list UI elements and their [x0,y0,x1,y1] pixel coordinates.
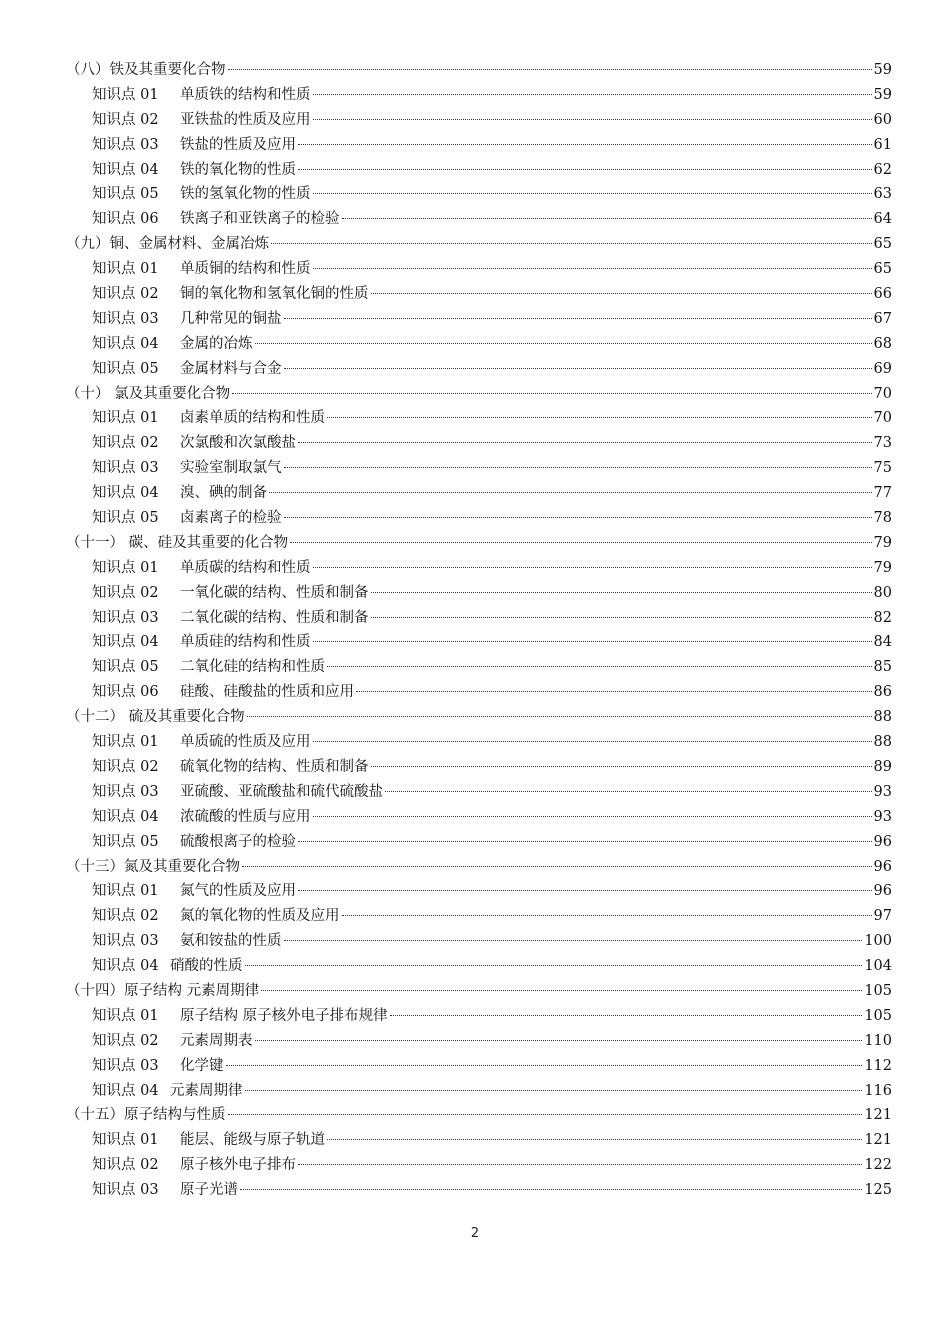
dot-leader [240,1189,862,1190]
toc-chapter-entry[interactable] [66,382,892,407]
toc-entry-label: 亚铁盐的性质及应用 [180,111,311,128]
toc-section-entry[interactable] [66,1128,892,1153]
toc-section-entry[interactable] [66,506,892,531]
toc-entry-label: 原子结构 原子核外电子排布规律 [180,1007,388,1024]
toc-section-number: 知识点 02 [92,908,159,925]
toc-section-number: 知识点 03 [92,609,159,626]
dot-leader [298,1164,862,1165]
toc-section-number: 知识点 02 [92,111,159,128]
toc-section-entry[interactable] [66,1054,892,1079]
toc-entry-label: 氨和铵盐的性质 [180,933,282,950]
toc-entry-title [66,58,226,83]
dot-leader [298,144,872,145]
toc-section-number: 知识点 02 [92,584,159,601]
toc-entry-label: 单质硫的性质及应用 [180,734,311,751]
dot-leader [371,617,872,618]
toc-entry-label: 单质铜的结构和性质 [180,261,311,278]
toc-section-entry[interactable] [66,730,892,755]
toc-section-entry[interactable] [66,431,892,456]
toc-chapter-entry[interactable] [66,979,892,1004]
toc-section-entry[interactable] [66,357,892,382]
toc-section-number: 知识点 01 [92,261,159,278]
toc-entry-title [66,232,269,257]
toc-entry-title [92,207,340,232]
toc-entry-title [92,282,369,307]
toc-section-number: 知识点 02 [92,1157,159,1174]
toc-entry-title [92,929,282,954]
toc-section-entry[interactable] [66,655,892,680]
toc-entry-label: 硫氧化物的结构、性质和制备 [180,758,369,775]
toc-section-number: 知识点 01 [92,734,159,751]
toc-page-number: 112 [864,1057,892,1074]
toc-entry-label: 二氧化碳的结构、性质和制备 [180,609,369,626]
dot-leader [284,318,872,319]
toc-entry-label: （九）铜、金属材料、金属冶炼 [66,236,269,253]
dot-leader [298,841,872,842]
toc-entry-label: 元素周期律 [170,1082,243,1099]
toc-section-number: 知识点 04 [92,335,159,352]
toc-page-number: 88 [873,734,892,751]
toc-entry-title [92,481,267,506]
dot-leader [313,816,872,817]
toc-section-entry[interactable] [66,406,892,431]
toc-entry-title [92,830,296,855]
toc-entry-label: （十四）原子结构 元素周期律 [66,982,260,999]
toc-section-number: 知识点 02 [92,1032,159,1049]
toc-entry-title [92,357,282,382]
toc-section-entry[interactable] [66,606,892,631]
toc-page-number: 100 [864,933,892,950]
dot-leader [342,915,872,916]
toc-section-entry[interactable] [66,207,892,232]
dot-leader [255,343,872,344]
toc-section-entry[interactable] [66,1153,892,1178]
dot-leader [290,542,871,543]
toc-entry-title [92,1004,388,1029]
toc-entry-label: 单质硅的结构和性质 [180,634,311,651]
toc-page-number: 79 [873,534,892,551]
toc-page-number: 67 [873,310,892,327]
toc-section-number: 知识点 03 [92,1057,159,1074]
toc-entry-title [92,680,354,705]
toc-page-number: 121 [864,1132,892,1149]
toc-page-number: 64 [873,211,892,228]
toc-page-number: 96 [873,858,892,875]
toc-page-number: 78 [873,510,892,527]
toc-section-number: 知识点 05 [92,510,159,527]
toc-page-number: 105 [864,982,892,999]
toc-entry-label: 能层、能级与原子轨道 [180,1132,325,1149]
toc-section-entry[interactable] [66,158,892,183]
toc-chapter-entry[interactable] [66,705,892,730]
toc-section-number: 知识点 03 [92,1182,159,1199]
toc-section-number: 知识点 01 [92,1007,159,1024]
toc-section-entry[interactable] [66,108,892,133]
toc-entry-title [92,307,282,332]
toc-entry-label: 几种常见的铜盐 [180,310,282,327]
toc-section-entry[interactable] [66,1029,892,1054]
toc-chapter-entry[interactable] [66,58,892,83]
dot-leader [284,368,872,369]
toc-entry-label: 次氯酸和次氯酸盐 [180,435,296,452]
toc-page-number: 65 [873,261,892,278]
toc-section-entry[interactable] [66,1004,892,1029]
toc-entry-title [92,158,296,183]
toc-entry-title [92,506,282,531]
dot-leader [390,1015,863,1016]
toc-page-number: 69 [873,360,892,377]
dot-leader [245,965,863,966]
toc-section-entry[interactable] [66,282,892,307]
toc-page-number: 85 [873,659,892,676]
toc-page-number: 65 [873,236,892,253]
toc-section-number: 知识点 04 [92,485,159,502]
toc-entry-title [92,556,311,581]
dot-leader [371,766,872,767]
toc-page-number: 63 [873,186,892,203]
toc-section-entry[interactable] [66,1178,892,1203]
toc-section-number: 知识点 02 [92,286,159,303]
toc-entry-title [92,406,325,431]
toc-entry-title [92,755,369,780]
toc-entry-title [92,805,311,830]
toc-page-number: 104 [864,958,892,975]
toc-entry-title [92,83,311,108]
dot-leader [313,268,872,269]
toc-page-number: 66 [873,286,892,303]
toc-page-number: 89 [873,758,892,775]
toc-page-number: 77 [873,485,892,502]
dot-leader [298,169,872,170]
toc-entry-title [92,1079,243,1104]
toc-section-entry[interactable] [66,182,892,207]
toc-section-entry[interactable] [66,556,892,581]
toc-page-number: 96 [873,833,892,850]
dot-leader [298,442,872,443]
toc-section-entry[interactable] [66,481,892,506]
toc-page-number: 93 [873,808,892,825]
toc-section-number: 知识点 04 [92,634,159,651]
toc-entry-title [92,182,311,207]
dot-leader [284,467,872,468]
toc-entry-label: 铁的氧化物的性质 [180,161,296,178]
toc-entry-title [92,730,311,755]
dot-leader [371,592,872,593]
toc-entry-title [92,1029,253,1054]
toc-section-entry[interactable] [66,929,892,954]
toc-entry-title [92,133,296,158]
toc-section-entry[interactable] [66,805,892,830]
toc-entry-label: 卤素单质的结构和性质 [180,410,325,427]
toc-section-entry[interactable] [66,830,892,855]
toc-entry-title [92,630,311,655]
toc-entry-label: （十五）原子结构与性质 [66,1107,226,1124]
toc-entry-label: 铁的氢氧化物的性质 [180,186,311,203]
toc-section-number: 知识点 03 [92,136,159,153]
toc-section-number: 知识点 01 [92,559,159,576]
toc-chapter-entry[interactable] [66,1103,892,1128]
toc-entry-title [92,879,296,904]
dot-leader [356,691,872,692]
toc-entry-label: 一氧化碳的结构、性质和制备 [180,584,369,601]
toc-section-entry[interactable] [66,307,892,332]
toc-entry-title [66,1103,226,1128]
toc-entry-title [66,382,230,407]
toc-section-entry[interactable] [66,83,892,108]
toc-entry-label: 亚硫酸、亚硫酸盐和硫代硫酸盐 [180,783,383,800]
dot-leader [313,193,872,194]
toc-entry-title [92,257,311,282]
toc-page-number: 93 [873,783,892,800]
toc-entry-label: 二氧化硅的结构和性质 [180,659,325,676]
toc-section-number: 知识点 06 [92,211,159,228]
dot-leader [385,791,872,792]
toc-entry-label: 卤素离子的检验 [180,510,282,527]
toc-page-number: 125 [864,1182,892,1199]
dot-leader [313,119,872,120]
toc-section-number: 知识点 04 [92,1082,159,1099]
toc-page-number: 79 [873,559,892,576]
dot-leader [313,641,872,642]
toc-entry-label: 硫酸根离子的检验 [180,833,296,850]
toc-page-number: 84 [873,634,892,651]
toc-chapter-entry[interactable] [66,232,892,257]
toc-section-number: 知识点 04 [92,958,159,975]
toc-page-number: 60 [873,111,892,128]
toc-section-entry[interactable] [66,456,892,481]
toc-entry-title [66,705,245,730]
toc-entry-title [92,581,369,606]
toc-entry-label: 铁离子和亚铁离子的检验 [180,211,340,228]
toc-entry-title [92,954,243,979]
toc-section-number: 知识点 03 [92,310,159,327]
toc-page-number: 70 [873,385,892,402]
dot-leader [228,1114,863,1115]
dot-leader [255,1040,863,1041]
toc-section-number: 知识点 04 [92,808,159,825]
toc-section-entry[interactable] [66,1079,892,1104]
toc-section-number: 知识点 03 [92,783,159,800]
toc-section-number: 知识点 06 [92,684,159,701]
dot-leader [232,393,871,394]
toc-chapter-entry[interactable] [66,531,892,556]
toc-section-number: 知识点 02 [92,435,159,452]
toc-page-number: 68 [873,335,892,352]
toc-section-entry[interactable] [66,581,892,606]
toc-entry-title [92,332,253,357]
toc-page-number: 75 [873,460,892,477]
toc-page-number: 116 [864,1082,892,1099]
toc-entry-label: 铜的氧化物和氢氧化铜的性质 [180,286,369,303]
toc-page-number: 97 [873,908,892,925]
toc-section-number: 知识点 02 [92,758,159,775]
dot-leader [271,243,872,244]
dot-leader [342,218,872,219]
toc-entry-label: 硝酸的性质 [170,958,243,975]
toc-section-number: 知识点 05 [92,360,159,377]
toc-entry-title [92,456,282,481]
toc-entry-title [92,904,340,929]
toc-section-number: 知识点 01 [92,86,159,103]
toc-entry-label: （十） 氯及其重要化合物 [66,385,231,402]
toc-page-number: 96 [873,883,892,900]
toc-section-entry[interactable] [66,680,892,705]
dot-leader [284,517,872,518]
toc-page-number: 62 [873,161,892,178]
toc-entry-label: 氮气的性质及应用 [180,883,296,900]
toc-entry-title [92,1153,296,1178]
dot-leader [284,940,863,941]
toc-entry-label: （十一） 碳、硅及其重要的化合物 [66,534,289,551]
toc-entry-title [66,855,240,880]
dot-leader [228,69,872,70]
dot-leader [327,417,872,418]
toc-section-entry[interactable] [66,904,892,929]
dot-leader [313,94,872,95]
toc-page-number: 61 [873,136,892,153]
toc-page-number: 105 [864,1007,892,1024]
toc-entry-title [66,531,288,556]
toc-entry-title [92,1128,325,1153]
toc-entry-label: 金属的冶炼 [180,335,253,352]
toc-page-number: 59 [873,62,892,78]
toc-entry-label: 硅酸、硅酸盐的性质和应用 [180,684,354,701]
table-of-contents [66,58,892,1203]
toc-entry-title [92,1178,238,1203]
dot-leader [261,990,862,991]
toc-page-number: 70 [873,410,892,427]
toc-entry-label: 化学键 [180,1057,224,1074]
toc-entry-title [92,655,325,680]
dot-leader [226,1065,863,1066]
dot-leader [327,666,872,667]
toc-entry-label: 原子核外电子排布 [180,1157,296,1174]
toc-entry-label: 溴、碘的制备 [180,485,267,502]
toc-section-number: 知识点 03 [92,460,159,477]
toc-entry-title [66,979,259,1004]
toc-page-number: 59 [873,86,892,103]
toc-entry-label: 氮的氧化物的性质及应用 [180,908,340,925]
toc-entry-label: 铁盐的性质及应用 [180,136,296,153]
dot-leader [327,1139,862,1140]
toc-section-number: 知识点 01 [92,883,159,900]
toc-page-number: 80 [873,584,892,601]
toc-entry-label: （十三）氮及其重要化合物 [66,858,240,875]
toc-section-entry[interactable] [66,755,892,780]
dot-leader [313,741,872,742]
toc-entry-title [92,606,369,631]
toc-section-entry[interactable] [66,133,892,158]
toc-entry-label: 原子光谱 [180,1182,238,1199]
toc-section-number: 知识点 04 [92,161,159,178]
toc-section-number: 知识点 05 [92,186,159,203]
toc-section-entry[interactable] [66,954,892,979]
toc-entry-label: 实验室制取氯气 [180,460,282,477]
toc-section-number: 知识点 03 [92,933,159,950]
toc-section-entry[interactable] [66,780,892,805]
dot-leader [298,890,872,891]
page-number: 2 [470,1226,480,1241]
toc-entry-title [92,108,311,133]
toc-entry-label: 单质碳的结构和性质 [180,559,311,576]
toc-section-number: 知识点 01 [92,410,159,427]
toc-entry-label: 单质铁的结构和性质 [180,86,311,103]
dot-leader [371,293,872,294]
toc-section-entry[interactable] [66,257,892,282]
dot-leader [313,567,872,568]
toc-page-number: 73 [873,435,892,452]
toc-entry-label: 元素周期表 [180,1032,253,1049]
toc-entry-label: 金属材料与合金 [180,360,282,377]
toc-entry-label: （十二） 硫及其重要化合物 [66,709,245,726]
toc-chapter-entry[interactable] [66,855,892,880]
toc-entry-title [92,431,296,456]
toc-section-entry[interactable] [66,879,892,904]
toc-entry-label: 浓硫酸的性质与应用 [180,808,311,825]
dot-leader [269,492,872,493]
toc-page-number: 82 [873,609,892,626]
toc-page-number: 122 [864,1157,892,1174]
toc-section-number: 知识点 05 [92,659,159,676]
dot-leader [245,1090,863,1091]
toc-page-number: 110 [864,1032,892,1049]
toc-page-number: 86 [873,684,892,701]
toc-section-entry[interactable] [66,332,892,357]
dot-leader [242,866,872,867]
toc-section-entry[interactable] [66,630,892,655]
toc-page-number: 88 [873,709,892,726]
toc-entry-title [92,1054,224,1079]
toc-page-number: 121 [864,1107,892,1124]
toc-section-number: 知识点 01 [92,1132,159,1149]
dot-leader [247,716,872,717]
toc-entry-label: （八）铁及其重要化合物 [66,62,226,78]
toc-section-number: 知识点 05 [92,833,159,850]
toc-entry-title [92,780,383,805]
